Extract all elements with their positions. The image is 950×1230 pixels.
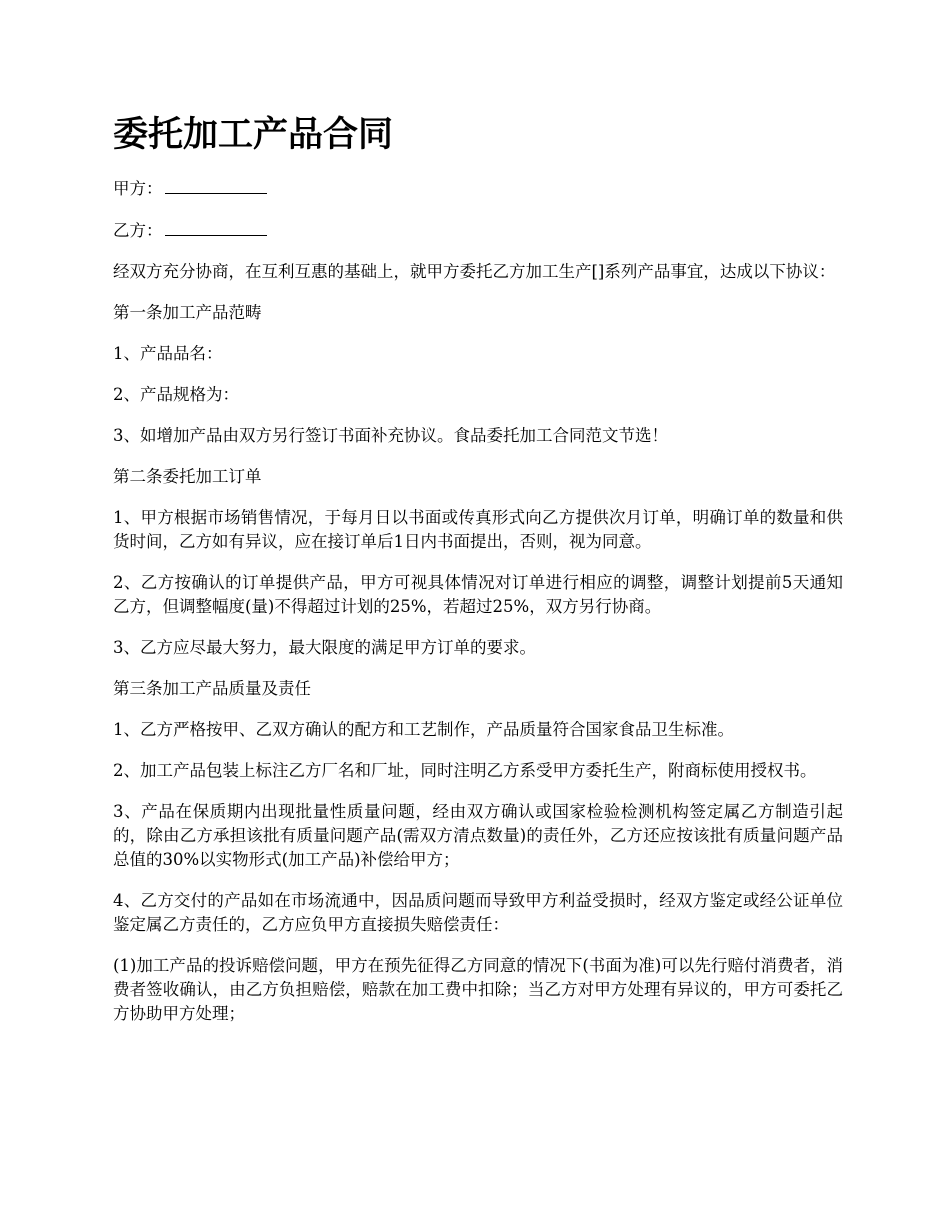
party-b-label: 乙方：	[113, 221, 163, 240]
article-3-item-1: 1、乙方严格按甲、乙双方确认的配方和工艺制作，产品质量符合国家食品卫生标准。	[113, 720, 734, 739]
article-1-item-2: 2、产品规格为：	[113, 385, 239, 404]
contract-document	[113, 108, 843, 1043]
article-2-item-1: 1、甲方根据市场销售情况，于每月日以书面或传真形式向乙方提供次月订单，明确订单的数量和供货时间，乙方如有异议，应在接订单后1日内书面提出，否则，视为同意。	[113, 508, 843, 551]
article-2-item-2: 2、乙方按确认的订单提供产品，甲方可视具体情况对订单进行相应的调整，调整计划提前5天通知乙方，但调整幅度(量)不得超过计划的25%，若超过25%，双方另行协商。	[113, 573, 843, 616]
party-b-blank	[165, 218, 267, 236]
document-title: 委托加工产品合同	[113, 115, 394, 155]
party-a-line	[113, 176, 843, 201]
article-1-item-3: 3、如增加产品由双方另行签订书面补充协议。食品委托加工合同范文节选！	[113, 426, 668, 445]
article-3-item-4: 4、乙方交付的产品如在市场流通中，因品质问题而导致甲方利益受损时，经双方鉴定或经公证单位鉴定属乙方责任的，乙方应负甲方直接损失赔偿责任：	[113, 891, 843, 934]
article-1-item-1: 1、产品品名：	[113, 344, 223, 363]
article-3-heading: 第三条加工产品质量及责任	[113, 679, 311, 698]
party-b-line	[113, 218, 843, 243]
article-3-item-2: 2、加工产品包装上标注乙方厂名和厂址，同时注明乙方系受甲方委托生产，附商标使用授权书。	[113, 761, 817, 780]
article-2-item-3: 3、乙方应尽最大努力，最大限度的满足甲方订单的要求。	[113, 638, 536, 657]
party-a-blank	[165, 176, 267, 194]
article-2-heading: 第二条委托加工订单	[113, 467, 262, 486]
article-3-item-3: 3、产品在保质期内出现批量性质量问题，经由双方确认或国家检验检测机构签定属乙方制造引起的，除由乙方承担该批有质量问题产品(需双方清点数量)的责任外，乙方还应按该批有质量问题产品总值的30%以实物形式(加工产品)补偿给甲方；	[113, 802, 843, 869]
article-3-item-4-sub-1: (1)加工产品的投诉赔偿问题，甲方在预先征得乙方同意的情况下(书面为准)可以先行赔付消费者，消费者签收确认，由乙方负担赔偿，赔款在加工费中扣除；当乙方对甲方处理有异议的，甲方可委托乙方协助甲方处理；	[113, 956, 843, 1023]
party-a-label: 甲方：	[113, 179, 163, 198]
article-1-heading: 第一条加工产品范畴	[113, 303, 262, 322]
preamble: 经双方充分协商，在互利互惠的基础上，就甲方委托乙方加工生产[]系列产品事宜，达成以下协议：	[113, 262, 836, 281]
